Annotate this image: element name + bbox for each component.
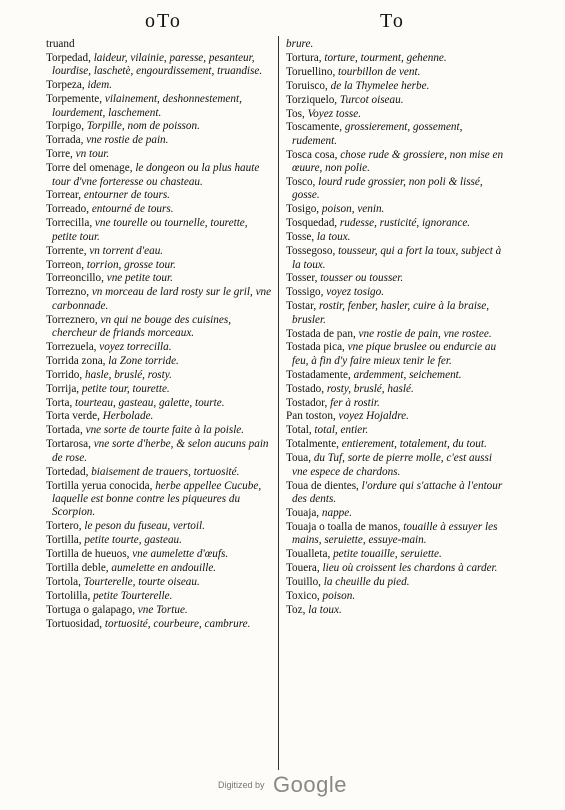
dictionary-entry [46, 245, 272, 258]
dictionary-entry [46, 576, 272, 589]
entry-headword: Torziquelo, [286, 93, 338, 106]
entry-definition: la Zone torride. [108, 354, 179, 367]
entry-definition: vn morceau de lard rosty sur le gril, vne carbonnade. [52, 286, 272, 312]
entry-headword: Tortarosa, [46, 438, 91, 451]
entry-definition: entierement, totalement, du tout. [341, 438, 487, 451]
entry-definition: rosty, bruslé, haslé. [326, 382, 414, 395]
entry-definition: torture, tourment, gehenne. [324, 51, 447, 64]
entry-headword: Tosse, [286, 231, 315, 244]
entry-definition: la toux. [308, 603, 342, 616]
entry-headword: Tortura, [286, 51, 322, 64]
entry-headword: Tostador, [286, 396, 328, 409]
entry-definition: petite tourte, gasteau. [84, 534, 182, 547]
right-column [286, 38, 508, 772]
dictionary-entry [46, 618, 272, 631]
entry-definition: lieu où croissent les chardons à carder. [322, 561, 498, 574]
entry-definition: herbe appellee Cucube, laquelle est bonne contre les piqueures du Scorpion. [52, 479, 262, 519]
dictionary-entry [286, 590, 508, 603]
entry-headword: Tortilla deble, [46, 561, 109, 574]
dictionary-entry [46, 79, 272, 92]
dictionary-entry [286, 410, 508, 423]
entry-headword: truand [46, 38, 75, 50]
entry-headword: Tossigo, [286, 286, 324, 299]
digitized-by-text: Digitized by [218, 780, 265, 790]
entry-definition: poison. [322, 589, 356, 602]
dictionary-entry [286, 176, 508, 203]
entry-definition: du Tuf, sorte de pierre molle, c'est aussi vne espece de chardons. [292, 452, 492, 478]
entry-definition: chose rude & grossiere, non mise en œuure, non polie. [292, 148, 504, 175]
entry-headword: Torreado, [46, 203, 90, 216]
entry-headword: Toua, [286, 452, 312, 465]
entry-definition: Torpille, nom de poisson. [86, 120, 200, 133]
dictionary-entry [286, 521, 508, 548]
entry-definition: vn qui ne bouge des cuisines, chercheur de friands morceaux. [52, 313, 231, 340]
entry-headword: Torre, [46, 148, 73, 161]
entry-headword: Total, [286, 424, 312, 437]
header-right: To [380, 10, 405, 32]
entry-headword: Torre del omenage, [46, 162, 133, 175]
dictionary-entry [286, 203, 508, 216]
dictionary-entry [286, 397, 508, 410]
entry-definition: petite Tourterelle. [93, 589, 173, 602]
entry-definition: tousseur, qui a fort la toux, subject à la toux. [292, 245, 502, 271]
entry-definition: vne aumelette d'œufs. [132, 548, 229, 561]
entry-headword: Torpemente, [46, 93, 103, 106]
dictionary-entry [46, 217, 272, 244]
entry-headword: Torpigo, [46, 120, 85, 133]
entry-definition: tousser ou tousser. [320, 272, 404, 285]
entry-definition: le dongeon ou la plus haute tour d'vne forteresse ou chasteau. [52, 162, 260, 188]
entry-definition: de la Thymelee herbe. [330, 79, 430, 92]
entry-definition: la toux. [316, 231, 351, 244]
dictionary-entry [286, 438, 508, 451]
entry-headword: Toruisco, [286, 79, 328, 92]
entry-definition: vne tourelle ou tournelle, tourette, petite tour. [52, 217, 248, 243]
entry-headword: Torrido, [46, 368, 83, 381]
entry-definition: ardemment, seichement. [353, 368, 462, 381]
entry-definition: vn tour. [75, 148, 110, 161]
entry-definition: Tourterelle, tourte oiseau. [83, 575, 200, 588]
entry-definition: vne pique bruslee ou endurcie au feu, à fin d'y faire mieux tenir le fer. [292, 341, 497, 367]
entry-headword: Torreznero, [46, 313, 98, 326]
entry-headword: Torrear, [46, 189, 82, 202]
dictionary-entry [286, 272, 508, 285]
google-logo: Google [273, 772, 347, 797]
dictionary-entry [286, 576, 508, 589]
dictionary-entry [286, 66, 508, 79]
entry-headword: Tortola, [46, 575, 81, 588]
entry-definition: vne sorte de tourte faite à la poisle. [85, 424, 245, 437]
entry-headword: Torrada, [46, 134, 84, 147]
entry-headword: Toscamente, [286, 121, 343, 134]
entry-definition: entourné de tours. [91, 203, 174, 216]
entry-headword: Touaja, [286, 506, 320, 519]
entry-headword: Tortuga o galapago, [46, 603, 135, 616]
entry-headword: Torrecilla, [46, 217, 93, 230]
dictionary-entry [46, 548, 272, 561]
dictionary-entry [286, 452, 508, 479]
entry-headword: Torrezuela, [46, 340, 97, 353]
dictionary-entry [46, 480, 272, 520]
entry-headword: Torpedad, [46, 51, 91, 64]
entry-headword: Tortedad, [46, 465, 89, 478]
entry-headword: Tosca cosa, [286, 148, 338, 161]
entry-definition: voyez Hojaldre. [338, 410, 409, 423]
entry-headword: Torrezno, [46, 286, 90, 299]
dictionary-entry [46, 120, 272, 133]
entry-headword: Tostado, [286, 382, 325, 395]
dictionary-entry [46, 286, 272, 313]
left-column [46, 38, 272, 772]
digitized-watermark [0, 772, 565, 798]
dictionary-entry [46, 341, 272, 354]
dictionary-entry [286, 480, 508, 507]
dictionary-entry [286, 562, 508, 575]
entry-headword: Touaja o toalla de manos, [286, 520, 401, 533]
entry-definition: l'ordure qui s'attache à l'entour des dents. [292, 479, 503, 505]
dictionary-entry [286, 108, 508, 121]
entry-definition: aumelette en andouille. [111, 561, 217, 574]
entry-headword: Pan toston, [286, 410, 336, 423]
entry-definition: biaisement de trauers, tortuosité. [91, 465, 240, 478]
entry-headword: Tostada de pan, [286, 327, 356, 340]
entry-definition: idem. [87, 79, 113, 92]
entry-definition: voyez tosigo. [326, 286, 385, 299]
dictionary-entry [46, 355, 272, 368]
dictionary-entry [46, 604, 272, 617]
entry-definition: Voyez tosse. [307, 107, 362, 120]
dictionary-entry [46, 410, 272, 423]
entry-headword: Tostar, [286, 300, 317, 313]
entry-headword: Tostada pica, [286, 341, 345, 354]
dictionary-entry [286, 604, 508, 617]
dictionary-entry [46, 466, 272, 479]
dictionary-entry [46, 272, 272, 285]
entry-headword: Tortilla yerua conocida, [46, 479, 153, 492]
entry-headword: Tos, [286, 107, 305, 120]
dictionary-entry [286, 341, 508, 368]
entry-headword: Tortero, [46, 520, 82, 533]
entry-definition: petite tour, tourette. [81, 382, 170, 395]
entry-headword: Toua de dientes, [286, 479, 359, 492]
dictionary-entry [286, 231, 508, 244]
dictionary-entry [286, 548, 508, 561]
entry-definition: tortuosité, courbeure, cambrure. [104, 617, 251, 630]
entry-definition: brure. [286, 38, 314, 50]
entry-headword: Torrida zona, [46, 354, 106, 367]
page-header [0, 10, 565, 34]
dictionary-entry [46, 520, 272, 533]
entry-definition: vilainement, deshonnestement, lourdement, laschement. [52, 93, 242, 119]
dictionary-entry [46, 134, 272, 147]
dictionary-entry [286, 149, 508, 176]
dictionary-entry [286, 217, 508, 230]
dictionary-entry [46, 534, 272, 547]
entry-definition: nappe. [321, 506, 353, 519]
entry-definition: rostir, fenber, hasler, cuire à la braise, brusler. [292, 300, 490, 326]
entry-headword: Tosquedad, [286, 217, 338, 230]
dictionary-entry [286, 245, 508, 272]
entry-headword: Touillo, [286, 575, 321, 588]
entry-definition: fer à rostir. [330, 396, 380, 409]
dictionary-entry [286, 38, 508, 51]
entry-definition: grossierement, gossement, rudement. [292, 121, 463, 147]
dictionary-entry [46, 148, 272, 161]
entry-definition: vne petite tour. [106, 272, 173, 285]
entry-headword: Torrija, [46, 382, 80, 395]
entry-headword: Tostadamente, [286, 368, 351, 381]
entry-headword: Torpeza, [46, 79, 85, 92]
dictionary-entry [46, 162, 272, 189]
entry-headword: Toualleta, [286, 548, 331, 561]
entry-headword: Tossegoso, [286, 245, 336, 258]
entry-definition: vne sorte d'herbe, & selon aucuns pain de rose. [52, 438, 269, 464]
column-divider [278, 36, 279, 770]
dictionary-entry [286, 80, 508, 93]
entry-definition: la cheuille du pied. [323, 575, 410, 588]
dictionary-entry [286, 286, 508, 299]
dictionary-entry [46, 424, 272, 437]
dictionary-entry [286, 94, 508, 107]
entry-definition: Turcot oiseau. [339, 93, 404, 106]
entry-headword: Torrente, [46, 244, 87, 257]
entry-definition: vne Tortue. [137, 603, 188, 616]
entry-definition: torrion, grosse tour. [86, 258, 176, 271]
entry-headword: Tortilla de hueuos, [46, 548, 130, 561]
entry-definition: voyez torrecilla. [99, 340, 172, 353]
dictionary-entry [46, 590, 272, 603]
dictionary-entry [286, 383, 508, 396]
dictionary-entry [46, 203, 272, 216]
dictionary-entry [286, 507, 508, 520]
dictionary-entry [46, 259, 272, 272]
entry-headword: Torreon, [46, 258, 85, 271]
dictionary-entry [46, 438, 272, 465]
entry-headword: Toruellino, [286, 65, 336, 78]
entry-definition: vne rostie de pain. [86, 134, 169, 147]
dictionary-entry [286, 52, 508, 65]
dictionary-entry [286, 424, 508, 437]
dictionary-entry [286, 121, 508, 148]
entry-definition: Herbolade. [102, 410, 154, 423]
entry-definition: total, entier. [314, 424, 369, 437]
dictionary-entry [46, 562, 272, 575]
entry-definition: laideur, vilainie, paresse, pesanteur, lourdise, laschetè, engourdissement, truandise. [52, 51, 263, 78]
dictionary-entry [46, 189, 272, 202]
entry-definition: tourteau, gasteau, galette, tourte. [75, 396, 225, 409]
entry-definition: rudesse, rusticité, ignorance. [339, 217, 471, 230]
entry-headword: Torta, [46, 396, 73, 409]
dictionary-entry [46, 52, 272, 79]
entry-headword: Toz, [286, 603, 306, 616]
entry-definition: petite touaille, seruiette. [333, 548, 442, 561]
entry-definition: vn torrent d'eau. [89, 244, 164, 257]
entry-definition: lourd rude grossier, non poli & lissé, gosse. [292, 176, 483, 202]
entry-headword: Tosco, [286, 176, 316, 189]
entry-headword: Tosser, [286, 272, 318, 285]
entry-headword: Tortilla, [46, 534, 82, 547]
dictionary-entry [286, 300, 508, 327]
entry-definition: poison, venin. [321, 203, 385, 216]
entry-headword: Tortuosidad, [46, 617, 103, 630]
entry-definition: vne rostie de pain, vne rostee. [358, 327, 492, 340]
entry-headword: Torreoncillo, [46, 272, 104, 285]
dictionary-entry [46, 369, 272, 382]
entry-headword: Tortolilla, [46, 589, 91, 602]
entry-headword: Toxico, [286, 589, 320, 602]
header-left: oTo [145, 10, 182, 32]
entry-headword: Totalmente, [286, 438, 339, 451]
entry-headword: Touera, [286, 561, 320, 574]
dictionary-entry [46, 383, 272, 396]
dictionary-entry [46, 397, 272, 410]
entry-definition: tourbillon de vent. [338, 65, 421, 78]
entry-headword: Tosigo, [286, 203, 320, 216]
entry-definition: hasle, bruslé, rosty. [85, 368, 172, 381]
entry-definition: entourner de tours. [83, 189, 170, 202]
dictionary-entry [46, 93, 272, 120]
entry-definition: touaille à essuyer les mains, seruiette, essuye-main. [292, 520, 498, 547]
dictionary-entry [46, 38, 272, 51]
dictionary-entry [46, 314, 272, 341]
entry-headword: Torta verde, [46, 410, 100, 423]
dictionary-entry [286, 328, 508, 341]
entry-headword: Tortada, [46, 424, 83, 437]
entry-definition: le peson du fuseau, vertoil. [84, 520, 205, 533]
dictionary-entry [286, 369, 508, 382]
